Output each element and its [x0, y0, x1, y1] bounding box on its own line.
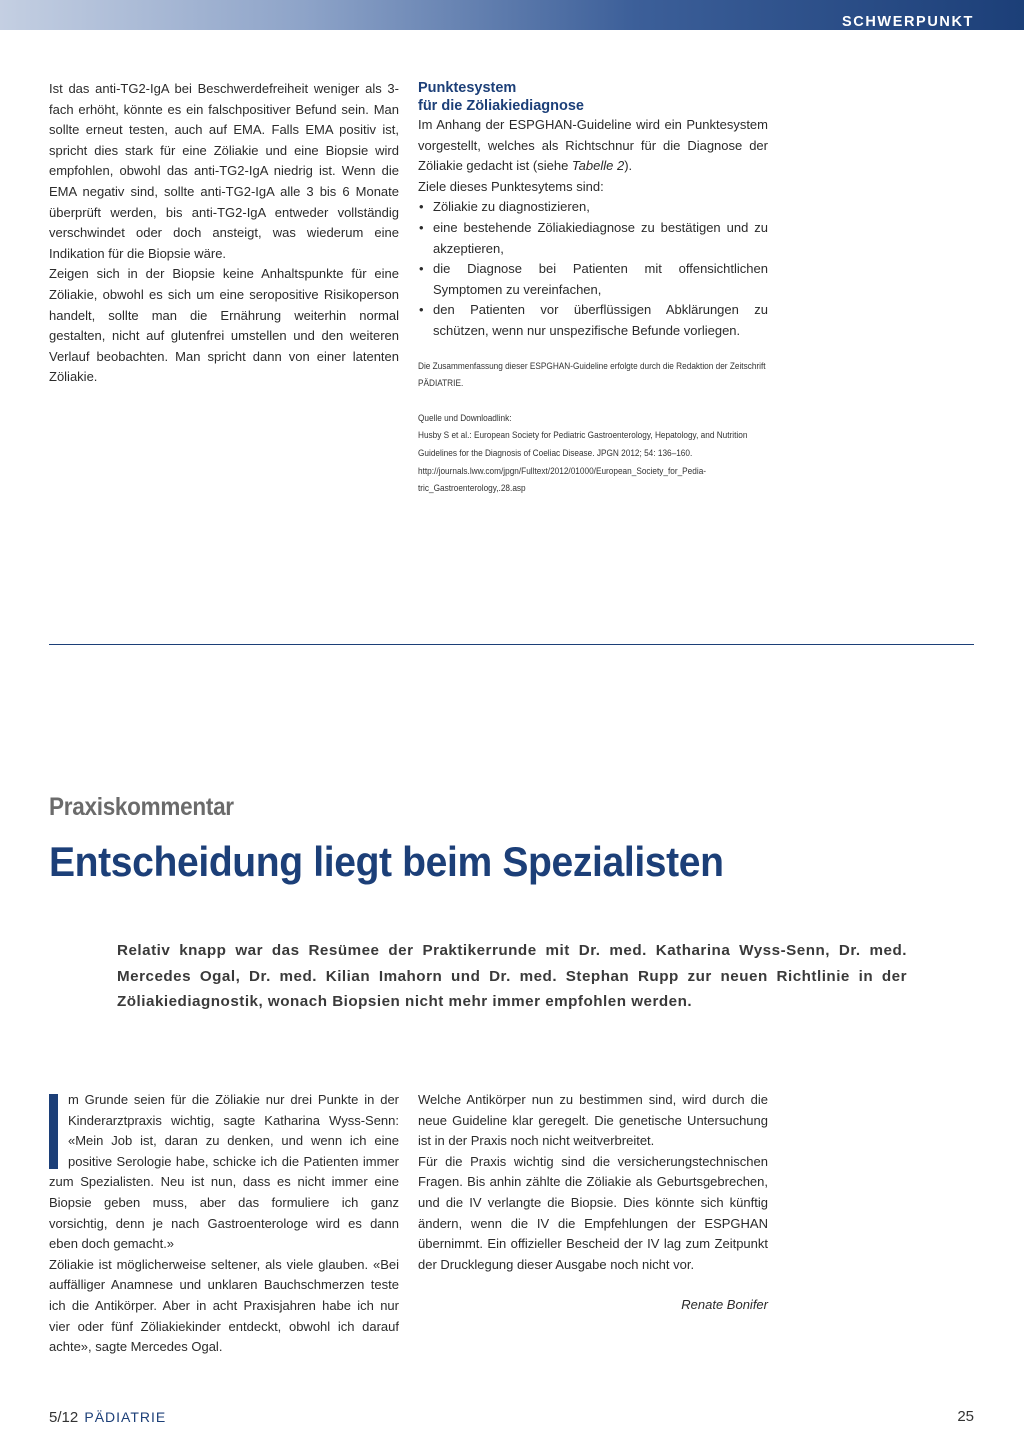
box-intro [418, 115, 768, 177]
list-item: • Zöliakie zu diagnostizieren, [418, 197, 768, 218]
box-heading-line-2: für die Zöliakiediagnose [418, 98, 584, 114]
list-item: • eine bestehende Zöliakiediagnose zu bestätigen und zu akzeptieren, [418, 218, 768, 259]
issue-number: 5/12 [49, 1409, 79, 1426]
article-lead: Relativ knapp war das Resümee der Praktikerrunde mit Dr. med. Katharina Wyss-Senn, Dr. med. Mercedes Ogal, Dr. med. Kilian Imahorn und Dr. med. Stephan Rupp zur neuen Richtlinie in der Zöliakiediagnostik, wonach Biopsien nicht mehr immer empfohlen werden. [117, 942, 907, 1010]
source-link[interactable]: http://journals.lww.com/jpgn/Fulltext/2012/01000/European_Society_for_Pedia- [418, 465, 707, 477]
source-link[interactable]: tric_Gastroenterology,.28.asp [418, 483, 526, 495]
dropcap [49, 1094, 58, 1169]
paragraph [49, 1090, 399, 1255]
paragraph: Welche Antikörper nun zu bestimmen sind, wird durch die neue Guideline klar geregelt. Die genetische Untersuchung ist in der Praxis noch nicht weitverbreitet. [418, 1092, 768, 1149]
author: Renate Bonifer [681, 1297, 768, 1313]
box-heading [418, 79, 768, 115]
source-line: Guidelines for the Diagnosis of Coeliac Disease. JPGN 2012; 54: 136–160. [418, 447, 693, 459]
paragraph: Zöliakie ist möglicherweise seltener, als viele glauben. «Bei auffälliger Anamnese und unklaren Bauchschmerzen teste ich die Antikörper. Aber in acht Praxisjahren habe ich nur vier oder fünf Zöliakiekinder entdeckt, obwohl ich darauf achte», sagte Mercedes Ogal. [49, 1256, 399, 1355]
paragraph: Für die Praxis wichtig sind die versicherungstechnischen Fragen. Bis anhin zählte die Zöliakie als Geburtsgebrechen, und die IV verlangte die Biopsie. Dies könnte sich künftig ändern, wenn die IV die Empfehlungen der ESPGHAN übernimmt. Ein offizieller Bescheid der IV lag zum Zeitpunkt der Drucklegung dieser Ausgabe noch nicht vor. [418, 1153, 768, 1272]
editorial-note: Die Zusammenfassung dieser ESPGHAN-Guideline erfolgte durch die Redaktion der Zeitschrift PÄDIATRIE. [418, 360, 766, 390]
divider [49, 644, 974, 645]
page-number: 25 [957, 1408, 974, 1425]
article-right-column [418, 1090, 768, 1316]
article-kicker: Praxiskommentar [49, 793, 234, 821]
editorial-note-block [418, 358, 768, 498]
info-box [418, 79, 768, 498]
article-title: Entscheidung liegt beim Spezialisten [49, 838, 724, 885]
paragraph: Ist das anti-TG2-IgA bei Beschwerdefreiheit weniger als 3-fach erhöht, könnte es ein falschpositiver Befund sein. Man sollte erneut testen, auch auf EMA. Falls EMA positiv ist, spricht dies stark für eine Zöliakie und eine Biopsie wird empfohlen, obwohl das anti-TG2-IgA niedrig ist. Wenn die EMA negativ sind, sollte anti-TG2-IgA alle 3 bis 6 Monate überprüft werden, bis anti-TG2-IgA entweder vollständig verschwindet oder doch ansteigt, was wiederum eine Indikation für die Biopsie wäre. [49, 81, 399, 261]
section-label: SCHWERPUNKT [842, 14, 974, 30]
list-item: • die Diagnose bei Patienten mit offensichtlichen Symptomen zu vereinfachen, [418, 259, 768, 300]
box-intro-end: ). [624, 158, 633, 174]
box-intro-text: Im Anhang der ESPGHAN-Guideline wird ein Punktesystem vorgestellt, welches als Richtschnur für die Diagnose der Zöliakie gedacht ist (siehe [418, 117, 768, 174]
paragraph: Zeigen sich in der Biopsie keine Anhaltspunkte für eine Zöliakie, obwohl es sich um eine seropositive Risikoperson handelt, sollte man die Ernährung weiterhin normal gestalten, nicht auf glutenfrei umstellen und den weiteren Verlauf beobachten. Man spricht dann von einer latenten Zöliakie. [49, 266, 399, 385]
source-label: Quelle und Downloadlink: [418, 412, 512, 424]
table-reference: Tabelle 2 [571, 158, 625, 174]
aims-intro: Ziele dieses Punktesytems sind: [418, 178, 604, 194]
top-left-column [49, 79, 399, 388]
source-line: Husby S et al.: European Society for Pediatric Gastroenterology, Hepatology, and Nutrition [418, 430, 748, 442]
list-item: • den Patienten vor überflüssigen Abklärungen zu schützen, wenn nur unspezifische Befunde vorliegen. [418, 300, 768, 341]
article-left-column [49, 1090, 399, 1358]
paragraph-text: m Grunde seien für die Zöliakie nur drei Punkte in der Kinderarztpraxis wichtig, sagte Katharina Wyss-Senn: «Mein Job ist, daran zu denken, und wenn ich eine positive Serologie habe, schicke ich die Patienten immer zum Spezialisten. Neu ist nun, dass es nicht immer eine Biopsie geben muss, aber das formuliere ich ganz vorsichtig, denn je nach Gastroenterologe wird es dann eben doch gemacht.» [49, 1092, 399, 1252]
footer-issue [49, 1408, 166, 1427]
journal-logo: PÄDIATRIE [84, 1409, 167, 1425]
aims-list [418, 197, 768, 341]
box-heading-line-1: Punktesystem [418, 80, 517, 96]
